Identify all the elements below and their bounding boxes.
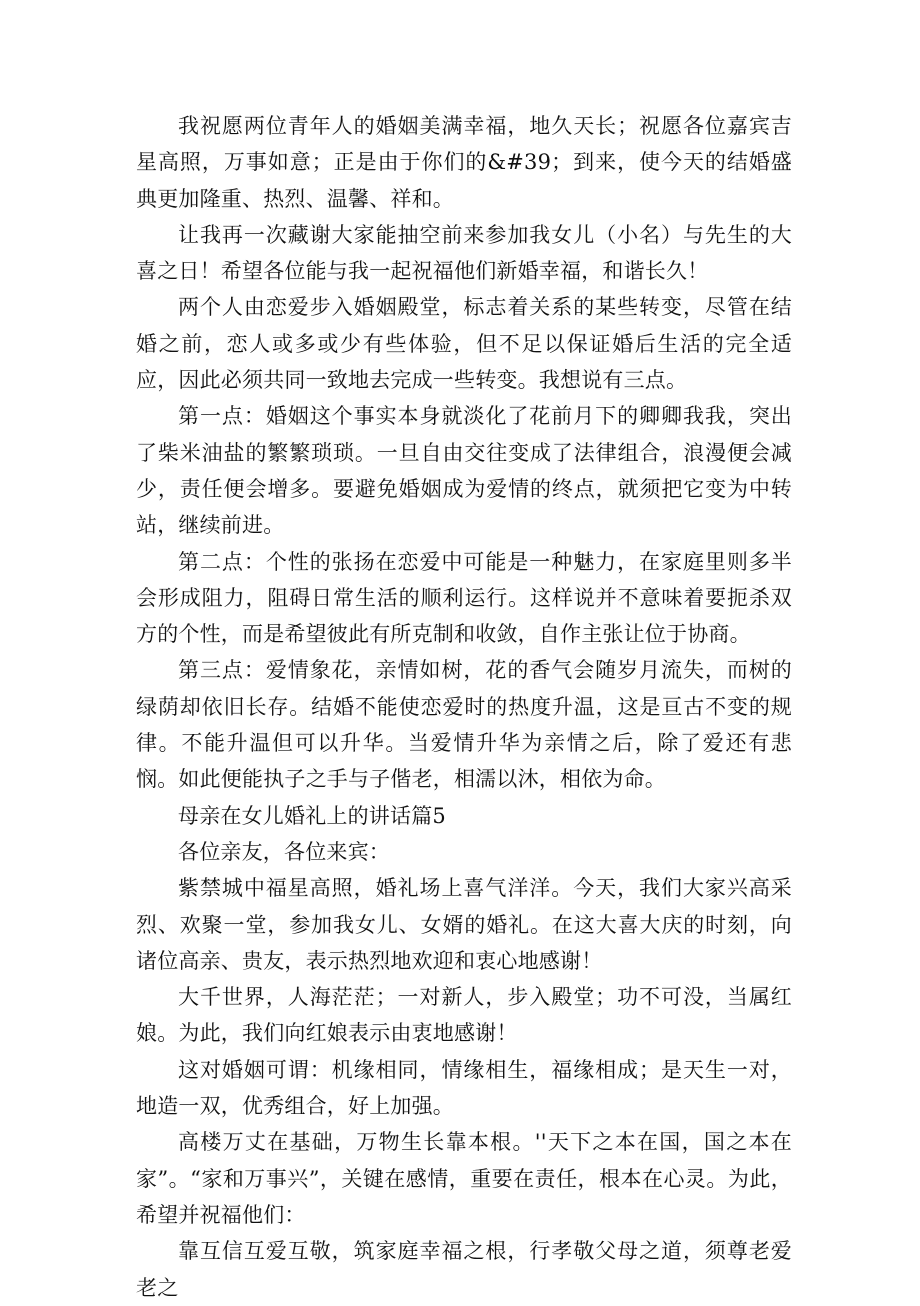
paragraph-welcome: 紫禁城中福星高照，婚礼场上喜气洋洋。今天，我们大家兴高采烈、欢聚一堂，参加我女儿、女婿的婚礼。在这大喜大庆的时刻，向诸位高亲、贵友，表示热烈地欢迎和衷心地感谢！ — [136, 876, 792, 973]
document-page — [136, 108, 792, 1306]
paragraph-thanks: 让我再一次藏谢大家能抽空前来参加我女儿（小名）与先生的大喜之日！希望各位能与我一起祝福他们新婚幸福，和谐长久！ — [136, 222, 792, 284]
paragraph-point-two: 第二点：个性的张扬在恋爱中可能是一种魅力，在家庭里则多半会形成阻力，阻碍日常生活的顺利运行。这样说并不意味着要扼杀双方的个性，而是希望彼此有所克制和收敛，自作主张让位于协商。 — [136, 549, 792, 647]
section-heading: 母亲在女儿婚礼上的讲话篇5 — [178, 803, 446, 828]
paragraph-closing-partial: 靠互信互爱互敬，筑家庭幸福之根，行孝敬父母之道，须尊老爱老之 — [136, 1239, 792, 1300]
paragraph-point-one: 第一点：婚姻这个事实本身就淡化了花前月下的卿卿我我，突出了柴米油盐的繁繁琐琐。一旦自由交往变成了法律组合，浪漫便会减少，责任便会增多。要避免婚姻成为爱情的终点，就须把它变为中转站，继续前进。 — [136, 404, 792, 538]
paragraph-point-three: 第三点：爱情象花，亲情如树，花的香气会随岁月流失，而树的绿荫却依旧长存。结婚不能使恋爱时的热度升温，这是亘古不变的规律。不能升温但可以升华。当爱情升华为亲情之后，除了爱还有悲悯。如此便能执子之手与子偕老，相濡以沐，相依为命。 — [136, 658, 792, 792]
paragraph-greeting: 各位亲友，各位来宾： — [178, 839, 390, 864]
paragraph-matchmaker: 大千世界，人海茫茫；一对新人，步入殿堂；功不可没，当属红娘。为此，我们向红娘表示由衷地感谢！ — [136, 985, 792, 1046]
paragraph-marriage: 这对婚姻可谓：机缘相同，情缘相生，福缘相成；是天生一对，地造一双，优秀组合，好上加强。 — [136, 1057, 792, 1119]
paragraph-transition: 两个人由恋爱步入婚姻殿堂，标志着关系的某些转变，尽管在结婚之前，恋人或多或少有些体验，但不足以保证婚后生活的完全适应，因此必须共同一致地去完成一些转变。我想说有三点。 — [136, 295, 792, 393]
paragraph-foundation: 高楼万丈在基础，万物生长靠本根。''天下之本在国，国之本在家”。“家和万事兴”，关键在感情，重要在责任，根本在心灵。为此，希望并祝福他们： — [136, 1130, 792, 1227]
paragraph-wishes: 我祝愿两位青年人的婚姻美满幸福，地久天长；祝愿各位嘉宾吉星高照，万事如意；正是由于你们的&#39；到来，使今天的结婚盛典更加隆重、热烈、温馨、祥和。 — [136, 114, 792, 211]
